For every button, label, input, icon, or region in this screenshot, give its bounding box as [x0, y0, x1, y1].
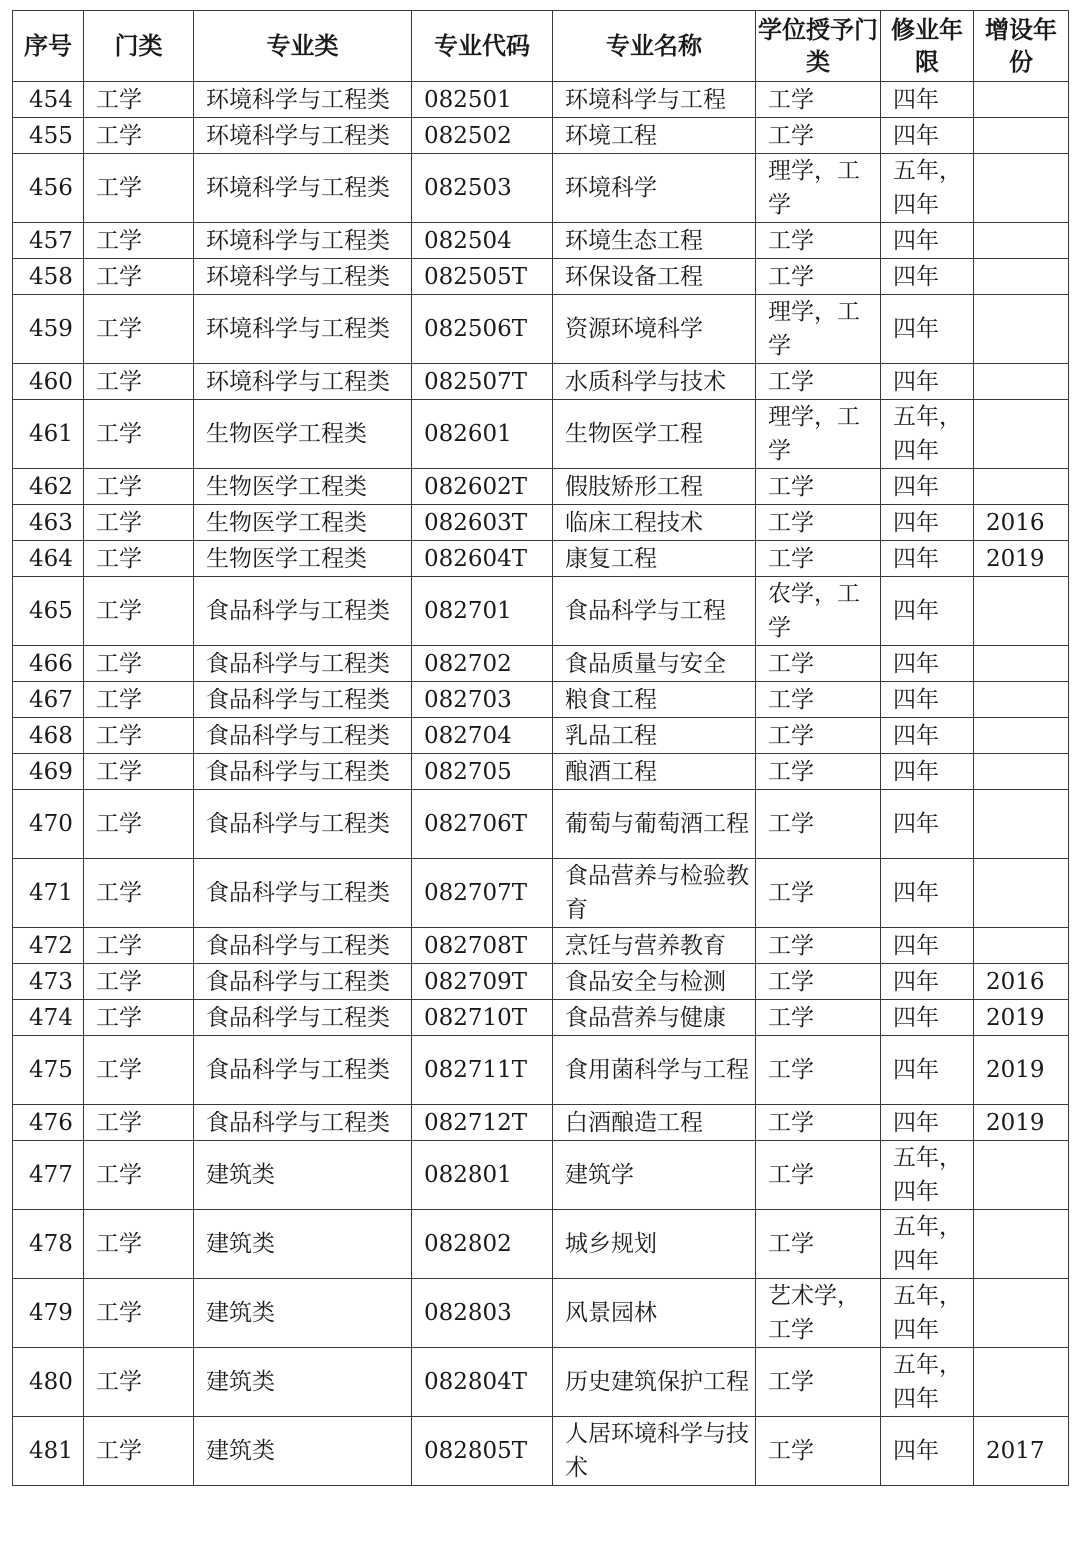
- cell-major-name: 城乡规划: [553, 1210, 756, 1279]
- cell-category: 工学: [84, 259, 194, 295]
- cell-study-years: 四年: [881, 118, 974, 154]
- cell-category: 工学: [84, 295, 194, 364]
- cell-degree-category: 工学: [756, 1141, 881, 1210]
- cell-year-added: [974, 82, 1069, 118]
- cell-no: 470: [13, 790, 84, 859]
- cell-degree-category: 工学: [756, 469, 881, 505]
- cell-category: 工学: [84, 469, 194, 505]
- table-row: [13, 1348, 1069, 1417]
- cell-study-years: 四年: [881, 469, 974, 505]
- cell-year-added: [974, 577, 1069, 646]
- cell-category: 工学: [84, 928, 194, 964]
- cell-no: 466: [13, 646, 84, 682]
- cell-study-years: 四年: [881, 682, 974, 718]
- cell-major-class: 环境科学与工程类: [194, 118, 412, 154]
- cell-year-added: [974, 259, 1069, 295]
- table-row: [13, 646, 1069, 682]
- cell-category: 工学: [84, 718, 194, 754]
- table-row: [13, 505, 1069, 541]
- cell-major-name: 环境生态工程: [553, 223, 756, 259]
- cell-major-class: 环境科学与工程类: [194, 364, 412, 400]
- cell-study-years: 五年，四年: [881, 1141, 974, 1210]
- cell-major-name: 人居环境科学与技术: [553, 1417, 756, 1486]
- cell-major-code: 082704: [412, 718, 553, 754]
- cell-no: 458: [13, 259, 84, 295]
- cell-major-name: 资源环境科学: [553, 295, 756, 364]
- cell-year-added: [974, 1348, 1069, 1417]
- cell-degree-category: 工学: [756, 541, 881, 577]
- cell-major-class: 生物医学工程类: [194, 541, 412, 577]
- cell-study-years: 四年: [881, 718, 974, 754]
- cell-study-years: 四年: [881, 223, 974, 259]
- cell-major-class: 环境科学与工程类: [194, 259, 412, 295]
- cell-year-added: 2019: [974, 1036, 1069, 1105]
- cell-study-years: 四年: [881, 295, 974, 364]
- cell-major-name: 酿酒工程: [553, 754, 756, 790]
- table-row: [13, 295, 1069, 364]
- cell-category: 工学: [84, 754, 194, 790]
- cell-category: 工学: [84, 1000, 194, 1036]
- cell-study-years: 五年，四年: [881, 154, 974, 223]
- cell-year-added: [974, 718, 1069, 754]
- cell-major-class: 建筑类: [194, 1348, 412, 1417]
- table-row: [13, 964, 1069, 1000]
- cell-major-code: 082711T: [412, 1036, 553, 1105]
- cell-no: 479: [13, 1279, 84, 1348]
- cell-no: 459: [13, 295, 84, 364]
- header-study-years: 修业年限: [881, 11, 974, 82]
- table-row: [13, 859, 1069, 928]
- cell-year-added: [974, 1141, 1069, 1210]
- cell-major-class: 食品科学与工程类: [194, 754, 412, 790]
- cell-study-years: 四年: [881, 964, 974, 1000]
- cell-study-years: 四年: [881, 1000, 974, 1036]
- cell-category: 工学: [84, 154, 194, 223]
- table-row: [13, 1141, 1069, 1210]
- cell-no: 467: [13, 682, 84, 718]
- table-row: [13, 223, 1069, 259]
- cell-study-years: 四年: [881, 259, 974, 295]
- cell-no: 476: [13, 1105, 84, 1141]
- cell-year-added: 2019: [974, 1000, 1069, 1036]
- cell-degree-category: 工学: [756, 964, 881, 1000]
- cell-major-name: 水质科学与技术: [553, 364, 756, 400]
- cell-no: 457: [13, 223, 84, 259]
- table-row: [13, 364, 1069, 400]
- cell-study-years: 四年: [881, 1105, 974, 1141]
- cell-year-added: [974, 1210, 1069, 1279]
- cell-category: 工学: [84, 364, 194, 400]
- cell-major-class: 食品科学与工程类: [194, 577, 412, 646]
- cell-degree-category: 工学: [756, 1000, 881, 1036]
- header-row: [13, 11, 1069, 82]
- cell-study-years: 四年: [881, 859, 974, 928]
- cell-no: 464: [13, 541, 84, 577]
- cell-degree-category: 工学: [756, 259, 881, 295]
- cell-no: 477: [13, 1141, 84, 1210]
- cell-major-name: 白酒酿造工程: [553, 1105, 756, 1141]
- cell-no: 471: [13, 859, 84, 928]
- cell-no: 475: [13, 1036, 84, 1105]
- cell-major-class: 食品科学与工程类: [194, 790, 412, 859]
- cell-no: 455: [13, 118, 84, 154]
- cell-study-years: 四年: [881, 577, 974, 646]
- cell-no: 460: [13, 364, 84, 400]
- cell-category: 工学: [84, 118, 194, 154]
- table-row: [13, 928, 1069, 964]
- cell-major-code: 082707T: [412, 859, 553, 928]
- header-major-name: 专业名称: [553, 11, 756, 82]
- cell-category: 工学: [84, 1417, 194, 1486]
- cell-major-class: 食品科学与工程类: [194, 964, 412, 1000]
- cell-major-name: 葡萄与葡萄酒工程: [553, 790, 756, 859]
- header-category: 门类: [84, 11, 194, 82]
- cell-major-name: 环境科学与工程: [553, 82, 756, 118]
- table-row: [13, 541, 1069, 577]
- cell-degree-category: 工学: [756, 118, 881, 154]
- cell-degree-category: 工学: [756, 1417, 881, 1486]
- cell-major-code: 082506T: [412, 295, 553, 364]
- cell-degree-category: 工学: [756, 928, 881, 964]
- cell-degree-category: 农学，工学: [756, 577, 881, 646]
- cell-degree-category: 工学: [756, 682, 881, 718]
- cell-major-class: 食品科学与工程类: [194, 1000, 412, 1036]
- cell-major-code: 082705: [412, 754, 553, 790]
- table-row: [13, 682, 1069, 718]
- cell-major-name: 食品安全与检测: [553, 964, 756, 1000]
- cell-major-class: 建筑类: [194, 1417, 412, 1486]
- header-no: 序号: [13, 11, 84, 82]
- cell-category: 工学: [84, 1210, 194, 1279]
- cell-major-class: 建筑类: [194, 1210, 412, 1279]
- cell-major-class: 环境科学与工程类: [194, 295, 412, 364]
- cell-major-class: 食品科学与工程类: [194, 1105, 412, 1141]
- table-row: [13, 754, 1069, 790]
- cell-year-added: [974, 754, 1069, 790]
- cell-year-added: [974, 682, 1069, 718]
- cell-no: 468: [13, 718, 84, 754]
- cell-year-added: 2017: [974, 1417, 1069, 1486]
- cell-study-years: 四年: [881, 82, 974, 118]
- cell-year-added: [974, 469, 1069, 505]
- cell-category: 工学: [84, 682, 194, 718]
- cell-major-code: 082601: [412, 400, 553, 469]
- cell-degree-category: 工学: [756, 505, 881, 541]
- table-row: [13, 82, 1069, 118]
- cell-major-class: 建筑类: [194, 1141, 412, 1210]
- cell-major-class: 食品科学与工程类: [194, 646, 412, 682]
- cell-no: 463: [13, 505, 84, 541]
- cell-major-name: 历史建筑保护工程: [553, 1348, 756, 1417]
- cell-major-class: 环境科学与工程类: [194, 82, 412, 118]
- cell-study-years: 四年: [881, 754, 974, 790]
- cell-category: 工学: [84, 82, 194, 118]
- cell-major-name: 食品营养与健康: [553, 1000, 756, 1036]
- cell-study-years: 五年，四年: [881, 1210, 974, 1279]
- cell-major-class: 食品科学与工程类: [194, 1036, 412, 1105]
- cell-major-name: 环境科学: [553, 154, 756, 223]
- cell-year-added: [974, 295, 1069, 364]
- cell-category: 工学: [84, 400, 194, 469]
- cell-major-class: 生物医学工程类: [194, 469, 412, 505]
- cell-year-added: 2019: [974, 1105, 1069, 1141]
- cell-study-years: 五年，四年: [881, 1348, 974, 1417]
- cell-major-code: 082604T: [412, 541, 553, 577]
- cell-major-name: 乳品工程: [553, 718, 756, 754]
- cell-degree-category: 工学: [756, 718, 881, 754]
- cell-major-code: 082502: [412, 118, 553, 154]
- cell-degree-category: 工学: [756, 1210, 881, 1279]
- cell-category: 工学: [84, 1036, 194, 1105]
- cell-category: 工学: [84, 577, 194, 646]
- cell-major-name: 食品营养与检验教育: [553, 859, 756, 928]
- cell-major-code: 082708T: [412, 928, 553, 964]
- cell-degree-category: 工学: [756, 1348, 881, 1417]
- cell-major-code: 082702: [412, 646, 553, 682]
- cell-major-name: 食品质量与安全: [553, 646, 756, 682]
- cell-degree-category: 工学: [756, 790, 881, 859]
- cell-no: 474: [13, 1000, 84, 1036]
- cell-category: 工学: [84, 1141, 194, 1210]
- cell-major-code: 082802: [412, 1210, 553, 1279]
- cell-major-class: 食品科学与工程类: [194, 682, 412, 718]
- cell-no: 473: [13, 964, 84, 1000]
- cell-year-added: [974, 859, 1069, 928]
- cell-category: 工学: [84, 964, 194, 1000]
- cell-no: 461: [13, 400, 84, 469]
- cell-major-code: 082805T: [412, 1417, 553, 1486]
- table-row: [13, 790, 1069, 859]
- cell-degree-category: 工学: [756, 364, 881, 400]
- cell-year-added: [974, 1279, 1069, 1348]
- cell-major-name: 食用菌科学与工程: [553, 1036, 756, 1105]
- table-row: [13, 1417, 1069, 1486]
- cell-no: 454: [13, 82, 84, 118]
- cell-degree-category: 理学，工学: [756, 295, 881, 364]
- cell-no: 465: [13, 577, 84, 646]
- cell-major-name: 建筑学: [553, 1141, 756, 1210]
- cell-major-code: 082504: [412, 223, 553, 259]
- cell-degree-category: 工学: [756, 859, 881, 928]
- cell-major-name: 粮食工程: [553, 682, 756, 718]
- table-row: [13, 469, 1069, 505]
- majors-table: [12, 10, 1069, 1486]
- cell-study-years: 四年: [881, 1036, 974, 1105]
- cell-year-added: [974, 223, 1069, 259]
- cell-major-name: 风景园林: [553, 1279, 756, 1348]
- header-year-added: 增设年份: [974, 11, 1069, 82]
- cell-study-years: 五年，四年: [881, 1279, 974, 1348]
- cell-major-class: 环境科学与工程类: [194, 223, 412, 259]
- cell-major-code: 082712T: [412, 1105, 553, 1141]
- cell-major-class: 建筑类: [194, 1279, 412, 1348]
- cell-no: 456: [13, 154, 84, 223]
- cell-major-code: 082706T: [412, 790, 553, 859]
- cell-degree-category: 工学: [756, 754, 881, 790]
- cell-study-years: 四年: [881, 790, 974, 859]
- cell-major-code: 082703: [412, 682, 553, 718]
- cell-year-added: 2019: [974, 541, 1069, 577]
- cell-year-added: 2016: [974, 964, 1069, 1000]
- cell-category: 工学: [84, 505, 194, 541]
- table-row: [13, 1279, 1069, 1348]
- header-major-code: 专业代码: [412, 11, 553, 82]
- cell-year-added: [974, 646, 1069, 682]
- cell-study-years: 五年，四年: [881, 400, 974, 469]
- cell-study-years: 四年: [881, 1417, 974, 1486]
- cell-major-code: 082801: [412, 1141, 553, 1210]
- cell-major-name: 食品科学与工程: [553, 577, 756, 646]
- cell-degree-category: 工学: [756, 1105, 881, 1141]
- cell-major-code: 082804T: [412, 1348, 553, 1417]
- table-row: [13, 1036, 1069, 1105]
- cell-major-class: 生物医学工程类: [194, 505, 412, 541]
- cell-category: 工学: [84, 1105, 194, 1141]
- cell-category: 工学: [84, 646, 194, 682]
- cell-no: 480: [13, 1348, 84, 1417]
- cell-category: 工学: [84, 859, 194, 928]
- table-row: [13, 577, 1069, 646]
- header-degree-category: 学位授予门类: [756, 11, 881, 82]
- cell-degree-category: 理学，工学: [756, 400, 881, 469]
- cell-degree-category: 理学，工学: [756, 154, 881, 223]
- cell-no: 472: [13, 928, 84, 964]
- cell-year-added: [974, 364, 1069, 400]
- cell-year-added: [974, 400, 1069, 469]
- cell-category: 工学: [84, 790, 194, 859]
- cell-category: 工学: [84, 541, 194, 577]
- cell-major-name: 康复工程: [553, 541, 756, 577]
- cell-category: 工学: [84, 1279, 194, 1348]
- cell-year-added: [974, 928, 1069, 964]
- cell-no: 478: [13, 1210, 84, 1279]
- cell-degree-category: 工学: [756, 1036, 881, 1105]
- cell-degree-category: 工学: [756, 223, 881, 259]
- cell-study-years: 四年: [881, 646, 974, 682]
- cell-category: 工学: [84, 1348, 194, 1417]
- table-body: [13, 82, 1069, 1486]
- cell-major-code: 082602T: [412, 469, 553, 505]
- cell-study-years: 四年: [881, 541, 974, 577]
- table-row: [13, 1105, 1069, 1141]
- cell-major-code: 082701: [412, 577, 553, 646]
- cell-year-added: [974, 154, 1069, 223]
- cell-major-name: 生物医学工程: [553, 400, 756, 469]
- cell-year-added: 2016: [974, 505, 1069, 541]
- cell-major-class: 食品科学与工程类: [194, 718, 412, 754]
- cell-degree-category: 工学: [756, 646, 881, 682]
- cell-degree-category: 艺术学，工学: [756, 1279, 881, 1348]
- cell-major-name: 环境工程: [553, 118, 756, 154]
- cell-study-years: 四年: [881, 505, 974, 541]
- cell-major-code: 082501: [412, 82, 553, 118]
- cell-degree-category: 工学: [756, 82, 881, 118]
- cell-major-code: 082803: [412, 1279, 553, 1348]
- cell-major-class: 生物医学工程类: [194, 400, 412, 469]
- table-row: [13, 718, 1069, 754]
- table-row: [13, 1000, 1069, 1036]
- cell-major-code: 082505T: [412, 259, 553, 295]
- cell-major-class: 环境科学与工程类: [194, 154, 412, 223]
- cell-major-code: 082709T: [412, 964, 553, 1000]
- cell-no: 462: [13, 469, 84, 505]
- cell-major-name: 临床工程技术: [553, 505, 756, 541]
- table-row: [13, 259, 1069, 295]
- cell-major-code: 082603T: [412, 505, 553, 541]
- table-row: [13, 1210, 1069, 1279]
- table-row: [13, 118, 1069, 154]
- cell-major-code: 082503: [412, 154, 553, 223]
- cell-major-class: 食品科学与工程类: [194, 928, 412, 964]
- cell-study-years: 四年: [881, 364, 974, 400]
- cell-major-class: 食品科学与工程类: [194, 859, 412, 928]
- cell-no: 481: [13, 1417, 84, 1486]
- table-row: [13, 400, 1069, 469]
- cell-major-name: 烹饪与营养教育: [553, 928, 756, 964]
- cell-year-added: [974, 118, 1069, 154]
- table-row: [13, 154, 1069, 223]
- cell-study-years: 四年: [881, 928, 974, 964]
- cell-no: 469: [13, 754, 84, 790]
- header-major-class: 专业类: [194, 11, 412, 82]
- cell-major-name: 环保设备工程: [553, 259, 756, 295]
- cell-year-added: [974, 790, 1069, 859]
- cell-major-name: 假肢矫形工程: [553, 469, 756, 505]
- cell-major-code: 082710T: [412, 1000, 553, 1036]
- cell-major-code: 082507T: [412, 364, 553, 400]
- cell-category: 工学: [84, 223, 194, 259]
